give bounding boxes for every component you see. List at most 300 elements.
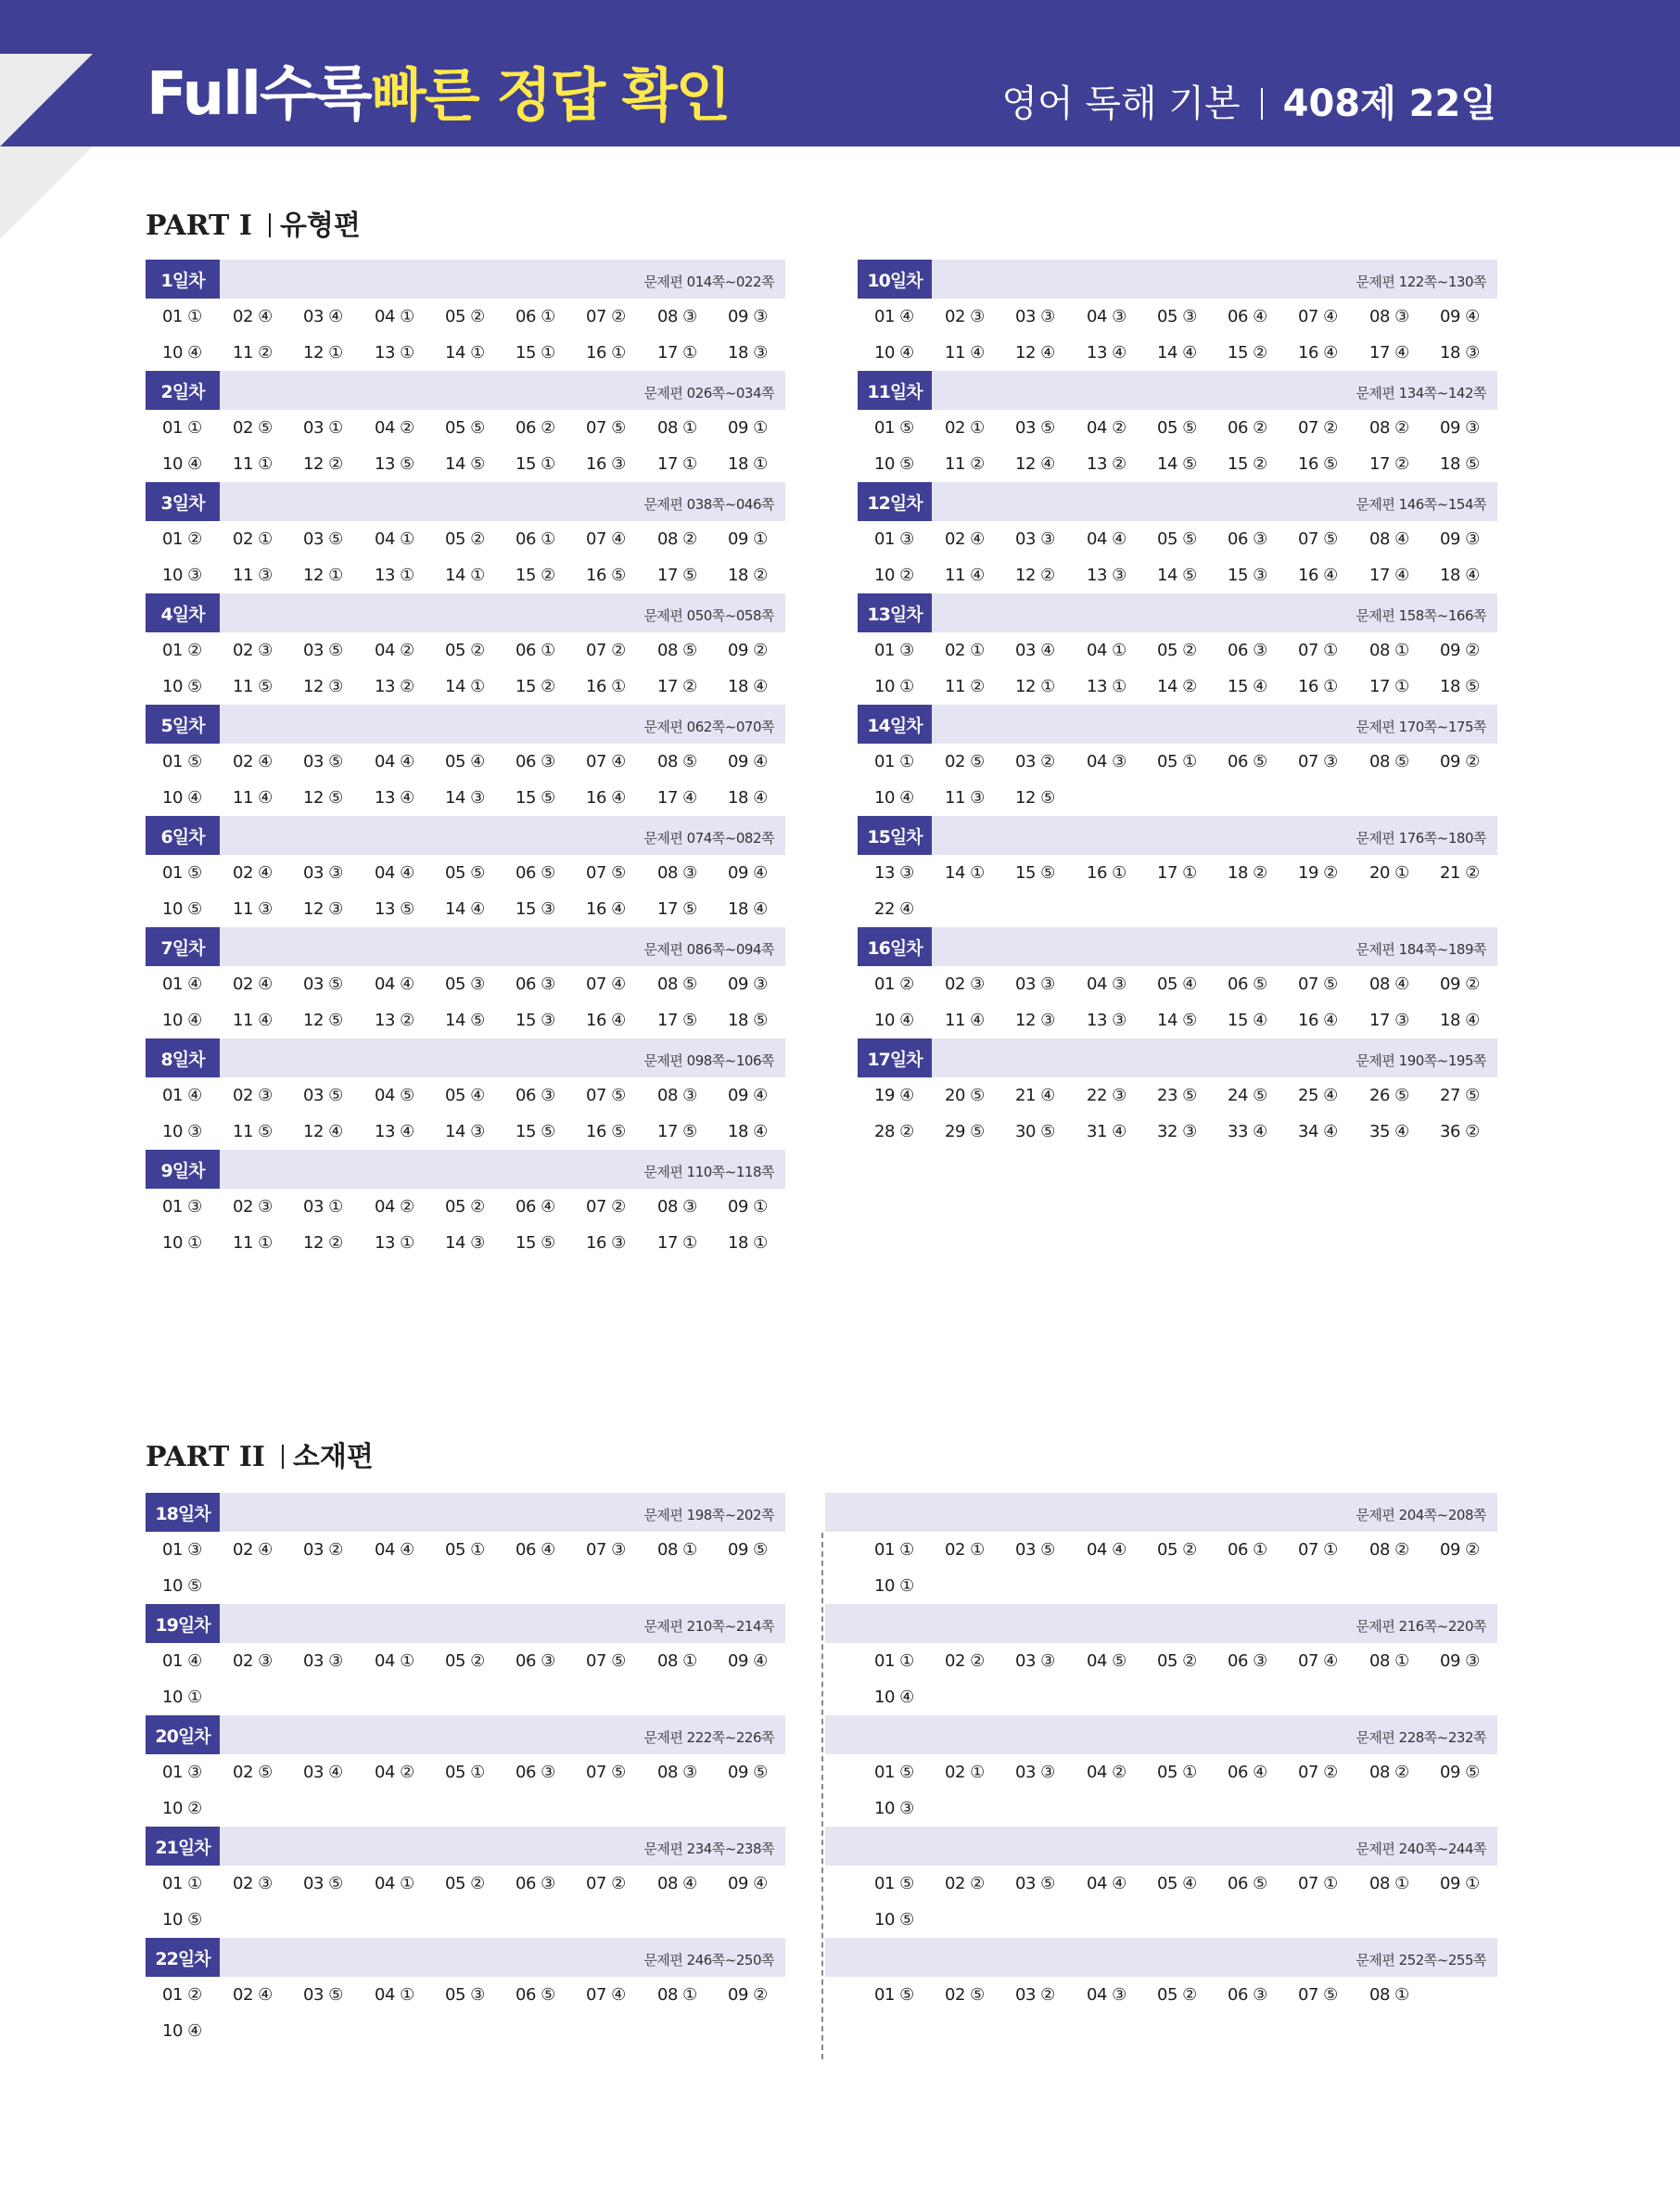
answer-item: 03 ③ [1015,974,1055,994]
answer-item: 07 ③ [586,1540,626,1560]
answer-item: 04 ④ [1087,529,1126,549]
answer-item: 16 ④ [1298,566,1338,585]
answer-item: 03 ⑤ [1015,1540,1055,1560]
answer-item: 01 ③ [874,641,914,660]
answer-item: 17 ② [1369,454,1409,474]
answer-row [858,299,1497,335]
answer-item: 06 ⑤ [1228,974,1267,994]
answer-item: 05 ① [1157,1763,1197,1782]
answer-item: 26 ⑤ [1369,1086,1409,1105]
answer-item: 04 ③ [1087,752,1126,771]
answer-item: 13 ③ [874,863,914,883]
answer-item: 10 ① [874,677,914,696]
answer-item: 06 ③ [515,1763,555,1782]
block-header [146,1493,785,1532]
answer-row [858,446,1497,482]
answer-item: 01 ④ [162,974,202,994]
answer-item: 04 ② [1087,1763,1126,1782]
answer-item: 03 ③ [1015,307,1055,326]
answer-item: 08 ④ [657,1874,697,1893]
answer-item: 05 ② [445,1651,485,1671]
answer-item: 14 ① [945,863,985,883]
day-badge: 10일차 [858,260,932,299]
answer-item: 10 ④ [874,343,914,363]
answer-item: 08 ③ [1369,307,1409,326]
answer-item: 15 ② [1228,454,1267,474]
answer-item: 07 ① [1298,1540,1338,1560]
answer-item: 18 ① [728,1233,768,1253]
day-badge: 7일차 [146,927,220,966]
page-range: 문제편 074쪽~082쪽 [643,830,774,847]
answer-block [146,371,785,482]
answer-item: 09 ③ [728,307,768,326]
answer-block [146,1604,785,1715]
answer-item: 06 ① [515,529,555,549]
answer-item: 14 ① [445,566,485,585]
answer-item: 01 ① [162,1874,202,1893]
answer-row [825,1532,1497,1568]
answer-item: 13 ⑤ [375,899,414,919]
answer-item: 10 ⑤ [162,677,202,696]
page-range: 문제편 110쪽~118쪽 [643,1164,774,1180]
answer-item: 06 ① [515,307,555,326]
answer-item: 01 ④ [874,307,914,326]
answer-item: 13 ① [1087,677,1126,696]
page-range: 문제편 062쪽~070쪽 [643,719,774,735]
answer-item: 02 ① [945,1540,985,1560]
block-header [146,927,785,966]
answer-item: 34 ④ [1298,1122,1338,1141]
answer-item: 08 ③ [657,863,697,883]
answer-item: 03 ① [303,1197,343,1217]
answer-item: 08 ① [1369,1651,1409,1671]
answer-item: 09 ③ [1440,418,1480,438]
answer-item: 10 ① [162,1233,202,1253]
answer-item: 11 ③ [945,788,985,808]
answer-item: 11 ④ [945,566,985,585]
answer-item: 02 ① [945,418,985,438]
corner-decoration [0,54,93,146]
answer-item: 17 ⑤ [657,1011,697,1030]
answer-item: 05 ⑤ [1157,418,1197,438]
answer-item: 08 ④ [1369,974,1409,994]
answer-item: 08 ② [1369,1763,1409,1782]
answer-item: 05 ② [1157,1540,1197,1560]
answer-item: 03 ③ [1015,1651,1055,1671]
answer-item: 03 ① [303,418,343,438]
answer-item: 05 ② [445,1874,485,1893]
block-header [146,482,785,521]
answer-item: 05 ② [1157,641,1197,660]
answer-item: 19 ④ [874,1086,914,1105]
answer-item: 04 ④ [1087,1874,1126,1893]
block-header [858,260,1497,299]
answer-item: 08 ④ [1369,529,1409,549]
answer-item: 05 ① [1157,752,1197,771]
answer-item: 18 ② [728,566,768,585]
answer-item: 08 ① [1369,641,1409,660]
page-range: 문제편 252쪽~255쪽 [1355,1952,1486,1968]
answer-item: 14 ③ [445,788,485,808]
day-badge: 11일차 [858,371,932,410]
answer-item: 11 ③ [233,566,273,585]
answer-item: 07 ④ [586,1985,626,2005]
answer-item: 16 ③ [586,454,626,474]
answer-item: 04 ③ [1087,307,1126,326]
block-header [146,705,785,744]
answer-item: 11 ② [233,343,273,363]
answer-item: 05 ④ [445,1086,485,1105]
answer-row [146,891,785,927]
answer-block [825,1715,1497,1827]
day-badge: 6일차 [146,816,220,855]
answer-item: 08 ① [657,1985,697,2005]
answer-item: 21 ④ [1015,1086,1055,1105]
answer-item: 14 ⑤ [445,454,485,474]
answer-item: 05 ② [445,529,485,549]
answer-item: 09 ④ [1440,307,1480,326]
answer-item: 09 ② [728,1985,768,2005]
answer-item: 07 ② [586,1197,626,1217]
answer-item: 31 ④ [1087,1122,1126,1141]
part2-column-divider [821,1533,823,2059]
answer-item: 02 ③ [945,974,985,994]
answer-item: 06 ⑤ [1228,1874,1267,1893]
answer-item: 15 ③ [515,1011,555,1030]
block-header [858,816,1497,855]
block-header [146,1827,785,1866]
answer-item: 09 ④ [728,752,768,771]
answer-item: 09 ⑤ [1440,1763,1480,1782]
answer-item: 12 ⑤ [1015,788,1055,808]
answer-item: 03 ⑤ [303,529,343,549]
answer-row [825,1790,1497,1827]
answer-item: 08 ⑤ [657,752,697,771]
answer-item: 12 ⑤ [303,1011,343,1030]
answer-item: 10 ③ [874,1799,914,1818]
answer-row [858,1002,1497,1038]
answer-item: 09 ⑤ [728,1763,768,1782]
answer-item: 04 ⑤ [375,1086,414,1105]
answer-row [825,1679,1497,1715]
answer-item: 01 ④ [162,1086,202,1105]
answer-item: 18 ③ [728,343,768,363]
answer-item: 17 ⑤ [657,899,697,919]
answer-item: 12 ① [303,566,343,585]
answer-item: 03 ⑤ [303,1985,343,2005]
answer-item: 15 ① [515,454,555,474]
answer-item: 05 ④ [1157,974,1197,994]
answer-item: 03 ⑤ [1015,418,1055,438]
answer-block [146,927,785,1038]
answer-item: 06 ③ [515,1874,555,1893]
answer-item: 01 ② [874,974,914,994]
answer-item: 07 ⑤ [586,1651,626,1671]
answer-item: 06 ③ [515,1651,555,1671]
answer-item: 07 ② [586,1874,626,1893]
answer-item: 09 ④ [728,863,768,883]
page-range: 문제편 210쪽~214쪽 [643,1618,774,1635]
header-book-info [1001,83,1496,125]
answer-item: 06 ⑤ [515,1985,555,2005]
answer-item: 16 ④ [1298,1011,1338,1030]
answer-block [146,260,785,371]
answer-item: 01 ① [874,1651,914,1671]
answer-item: 17 ② [657,677,697,696]
answer-item: 07 ⑤ [586,863,626,883]
answer-row [858,1077,1497,1114]
answer-item: 07 ② [1298,1763,1338,1782]
answer-item: 18 ③ [1440,343,1480,363]
answer-item: 10 ① [162,1688,202,1707]
answer-item: 03 ② [1015,752,1055,771]
answer-item: 04 ① [375,307,414,326]
answer-item: 03 ④ [1015,641,1055,660]
page-range: 문제편 038쪽~046쪽 [643,496,774,513]
answer-item: 10 ⑤ [874,454,914,474]
answer-item: 13 ③ [1087,1011,1126,1030]
answer-block [146,1938,785,2049]
block-header [858,593,1497,632]
page-range: 문제편 014쪽~022쪽 [643,274,774,290]
block-header [146,371,785,410]
answer-item: 07 ④ [586,752,626,771]
answer-row [146,780,785,816]
answer-item: 18 ④ [1440,566,1480,585]
answer-item: 01 ① [162,418,202,438]
answer-item: 01 ③ [162,1197,202,1217]
answer-item: 15 ⑤ [515,1122,555,1141]
answer-item: 07 ⑤ [586,1763,626,1782]
page-range: 문제편 222쪽~226쪽 [643,1729,774,1746]
answer-item: 07 ④ [586,974,626,994]
answer-item: 17 ① [1157,863,1197,883]
day-badge: 21일차 [146,1827,220,1866]
answer-item: 12 ② [303,1233,343,1253]
answer-item: 08 ③ [657,307,697,326]
answer-item: 05 ① [445,1763,485,1782]
answer-row [146,1532,785,1568]
block-header [146,1038,785,1077]
answer-item: 10 ④ [162,343,202,363]
answer-item: 12 ③ [1015,1011,1055,1030]
answer-item: 04 ① [375,529,414,549]
answer-item: 09 ② [728,641,768,660]
answer-item: 10 ④ [874,1011,914,1030]
answer-item: 18 ④ [1440,1011,1480,1030]
answer-item: 04 ④ [375,752,414,771]
answer-item: 17 ① [657,454,697,474]
answer-row [858,632,1497,669]
answer-item: 06 ② [1228,418,1267,438]
answer-item: 16 ④ [586,899,626,919]
answer-item: 22 ④ [874,899,914,919]
block-header [858,927,1497,966]
answer-item: 06 ④ [515,1197,555,1217]
block-header [825,1827,1497,1866]
answer-row [858,410,1497,446]
part1-title [146,212,361,240]
answer-block [146,1715,785,1827]
answer-item: 08 ⑤ [657,974,697,994]
answer-item: 03 ② [303,1540,343,1560]
answer-block [858,371,1497,482]
answer-item: 13 ② [375,1011,414,1030]
answer-row [858,335,1497,371]
answer-item: 35 ④ [1369,1122,1409,1141]
answer-block [146,1493,785,1604]
answer-item: 18 ⑤ [728,1011,768,1030]
answer-item: 02 ⑤ [233,418,273,438]
answer-item: 17 ④ [1369,343,1409,363]
answer-row [858,521,1497,557]
answer-item: 14 ④ [445,899,485,919]
day-badge: 20일차 [146,1715,220,1754]
answer-row [146,1754,785,1790]
answer-item: 12 ④ [303,1122,343,1141]
answer-row [146,335,785,371]
answer-row [858,780,1497,816]
answer-item: 04 ④ [375,863,414,883]
day-badge: 15일차 [858,816,932,855]
day-badge: 17일차 [858,1038,932,1077]
answer-item: 10 ⑤ [162,899,202,919]
answer-row [825,1866,1497,1902]
page-range: 문제편 086쪽~094쪽 [643,941,774,958]
answer-item: 06 ④ [515,1540,555,1560]
answer-item: 10 ④ [162,1011,202,1030]
answer-item: 13 ④ [375,1122,414,1141]
answer-item: 11 ③ [233,899,273,919]
header-separator [1261,88,1263,120]
answer-item: 02 ④ [233,307,273,326]
answer-item: 03 ⑤ [303,1874,343,1893]
answer-row [858,1114,1497,1150]
page-range: 문제편 122쪽~130쪽 [1355,274,1486,290]
answer-row [146,1643,785,1679]
answer-item: 13 ② [375,677,414,696]
answer-row [825,1568,1497,1604]
brand-logo: Full수록 [146,60,371,129]
answer-item: 19 ② [1298,863,1338,883]
answer-item: 10 ⑤ [162,1910,202,1930]
answer-item: 16 ① [586,343,626,363]
answer-item: 09 ① [1440,1874,1480,1893]
day-badge: 16일차 [858,927,932,966]
page-range: 문제편 184쪽~189쪽 [1355,941,1486,958]
answer-item: 06 ④ [1228,1763,1267,1782]
answer-row [146,557,785,593]
answer-item: 09 ① [728,1197,768,1217]
answer-item: 09 ② [1440,752,1480,771]
answer-item: 07 ② [1298,418,1338,438]
part2-subtitle: 소재편 [292,1441,374,1473]
answer-item: 06 ⑤ [1228,752,1267,771]
answer-row [146,1077,785,1114]
answer-item: 16 ① [1298,677,1338,696]
day-badge: 3일차 [146,482,220,521]
answer-block [146,705,785,816]
answer-item: 07 ④ [1298,307,1338,326]
answer-item: 10 ⑤ [874,1910,914,1930]
answer-item: 01 ③ [874,529,914,549]
answer-item: 06 ③ [515,1086,555,1105]
block-header [858,705,1497,744]
answer-item: 01 ⑤ [162,863,202,883]
answer-item: 08 ① [657,1540,697,1560]
answer-item: 17 ① [657,343,697,363]
answer-item: 02 ③ [233,1197,273,1217]
answer-item: 05 ③ [445,1985,485,2005]
answer-item: 11 ② [945,677,985,696]
answer-block [825,1604,1497,1715]
block-header [858,371,1497,410]
answer-row [825,1754,1497,1790]
answer-row [146,2013,785,2049]
day-badge: 9일차 [146,1150,220,1189]
answer-item: 08 ③ [657,1763,697,1782]
answer-item: 05 ② [1157,1985,1197,2005]
answer-item: 14 ④ [1157,343,1197,363]
block-header [825,1604,1497,1643]
answer-item: 11 ⑤ [233,677,273,696]
answer-item: 04 ② [1087,418,1126,438]
answer-item: 18 ① [728,454,768,474]
answer-item: 13 ① [375,566,414,585]
answer-item: 01 ④ [162,1651,202,1671]
answer-row [858,891,1497,927]
page-range: 문제편 026쪽~034쪽 [643,385,774,401]
answer-item: 02 ⑤ [945,752,985,771]
page-range: 문제편 246쪽~250쪽 [643,1952,774,1968]
answer-row [146,1002,785,1038]
answer-block [146,593,785,705]
answer-item: 08 ① [1369,1985,1409,2005]
answer-item: 03 ⑤ [303,1086,343,1105]
answer-item: 06 ① [1228,1540,1267,1560]
block-header [146,1150,785,1189]
answer-item: 18 ② [1228,863,1267,883]
answer-item: 07 ④ [1298,1651,1338,1671]
answer-item: 05 ④ [1157,1874,1197,1893]
answer-item: 16 ④ [586,1011,626,1030]
answer-item: 13 ⑤ [375,454,414,474]
answer-item: 05 ② [1157,1651,1197,1671]
day-badge: 2일차 [146,371,220,410]
page-range: 문제편 170쪽~175쪽 [1355,719,1486,735]
block-header [858,1038,1497,1077]
answer-row [146,446,785,482]
answer-item: 17 ① [657,1233,697,1253]
answer-item: 02 ③ [945,307,985,326]
answer-item: 09 ④ [728,1874,768,1893]
answer-item: 16 ④ [1298,343,1338,363]
answer-row [858,557,1497,593]
answer-item: 09 ③ [1440,1651,1480,1671]
answer-item: 13 ① [375,343,414,363]
answer-item: 08 ② [1369,1540,1409,1560]
answer-item: 10 ④ [874,788,914,808]
answer-item: 09 ⑤ [728,1540,768,1560]
block-header [825,1715,1497,1754]
answer-item: 12 ④ [1015,454,1055,474]
answer-item: 15 ② [515,677,555,696]
answer-item: 27 ⑤ [1440,1086,1480,1105]
answer-item: 11 ④ [233,1011,273,1030]
answer-block [825,1827,1497,1938]
answer-item: 04 ③ [1087,1985,1126,2005]
answer-item: 03 ③ [1015,529,1055,549]
